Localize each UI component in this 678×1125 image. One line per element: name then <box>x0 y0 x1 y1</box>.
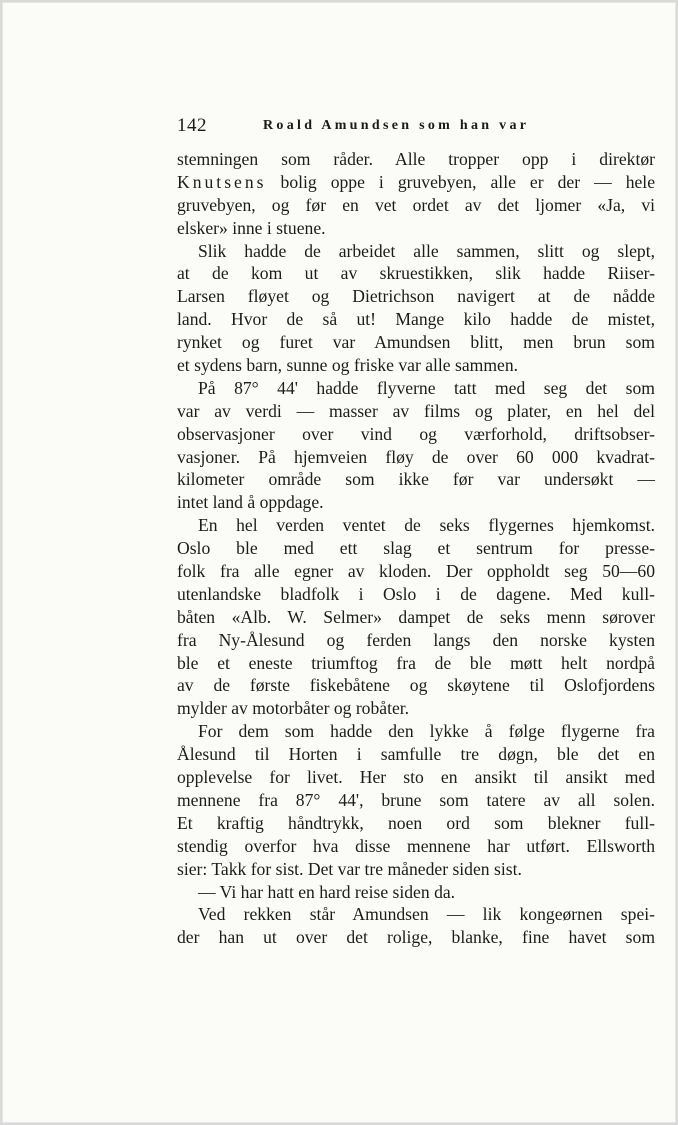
book-page <box>2 2 676 1123</box>
text-line: Larsen fløyet og Dietrichson navigert at de nådde <box>177 286 655 307</box>
page-header <box>177 115 655 137</box>
running-title: Roald Amundsen som han var <box>263 118 530 133</box>
text-line: stemningen som råder. Alle tropper opp i direktør <box>177 149 655 169</box>
text-line: En hel verden ventet de seks flygernes hjemkomst. <box>198 515 655 536</box>
text-line: Oslo ble med ett slag et sentrum for presse- <box>177 538 655 559</box>
text-line: stendig overfor hva disse mennene har utført. Ellsworth <box>177 835 655 856</box>
text-line: Ved rekken står Amundsen — lik kongeørnen spei- <box>198 904 655 925</box>
text-line: Ålesund til Horten i samfulle tre døgn, ble det en <box>177 744 655 765</box>
text-line: Slik hadde de arbeidet alle sammen, slitt og slept, <box>198 240 655 261</box>
text-line: fra Ny-Ålesund og ferden langs den norske kysten <box>177 629 655 650</box>
text-line: På 87° 44' hadde flyverne tatt med seg det som <box>198 377 655 398</box>
text-line: kilometer område som ikke før var undersøkt — <box>177 469 655 490</box>
text-line: intet land å oppdage. <box>177 492 324 513</box>
text-line: mennene fra 87° 44', brune som tatere av all solen. <box>177 789 655 810</box>
text-line: — Vi har hatt en hard reise siden da. <box>198 881 456 902</box>
text-line: rynket og furet var Amundsen blitt, men brun som <box>177 332 655 353</box>
text-line: et sydens barn, sunne og friske var alle sammen. <box>177 355 519 376</box>
body-text <box>177 148 655 949</box>
text-line: opplevelse for livet. Her sto en ansikt til ansikt med <box>177 767 655 788</box>
text-line: av de første fiskebåtene og skøytene til Oslofjordens <box>177 675 655 696</box>
text-line: sier: Takk for sist. Det var tre måneder siden sist. <box>177 858 522 879</box>
text-line: ble et eneste triumftog fra de ble møtt helt nordpå <box>177 652 655 673</box>
text-fragment: bolig oppe i gruvebyen, alle er der — hele <box>266 171 655 192</box>
text-line: Et kraftig håndtrykk, noen ord som blekner full- <box>177 812 655 833</box>
text-line: land. Hvor de så ut! Mange kilo hadde de mistet, <box>177 309 655 330</box>
text-line: vasjoner. På hjemveien fløy de over 60 000 kvadrat- <box>177 446 655 467</box>
text-line: der han ut over det rolige, blanke, fine havet som <box>177 927 655 948</box>
text-line: utenlandske bladfolk i Oslo i de dagene. Med kull- <box>177 583 655 604</box>
page-number: 142 <box>177 115 207 136</box>
text-line: observasjoner over vind og værforhold, driftsobser- <box>177 423 655 444</box>
text-line: folk fra alle egner av kloden. Der oppholdt seg 50—60 <box>177 561 655 582</box>
text-line: at de kom ut av skruestikken, slik hadde Riiser- <box>177 263 655 284</box>
text-line <box>177 171 655 194</box>
text-line: mylder av motorbåter og robåter. <box>177 698 410 719</box>
spaced-name: Knutsens <box>177 171 267 192</box>
text-line: gruvebyen, og før en vet ordet av det ljomer «Ja, vi <box>177 194 655 215</box>
text-line: var av verdi — masser av films og plater, en hel del <box>177 400 655 421</box>
text-line: elsker» inne i stuene. <box>177 217 326 238</box>
text-line: For dem som hadde den lykke å følge flygerne fra <box>198 721 655 742</box>
text-line: båten «Alb. W. Selmer» dampet de seks menn sørover <box>177 606 655 627</box>
